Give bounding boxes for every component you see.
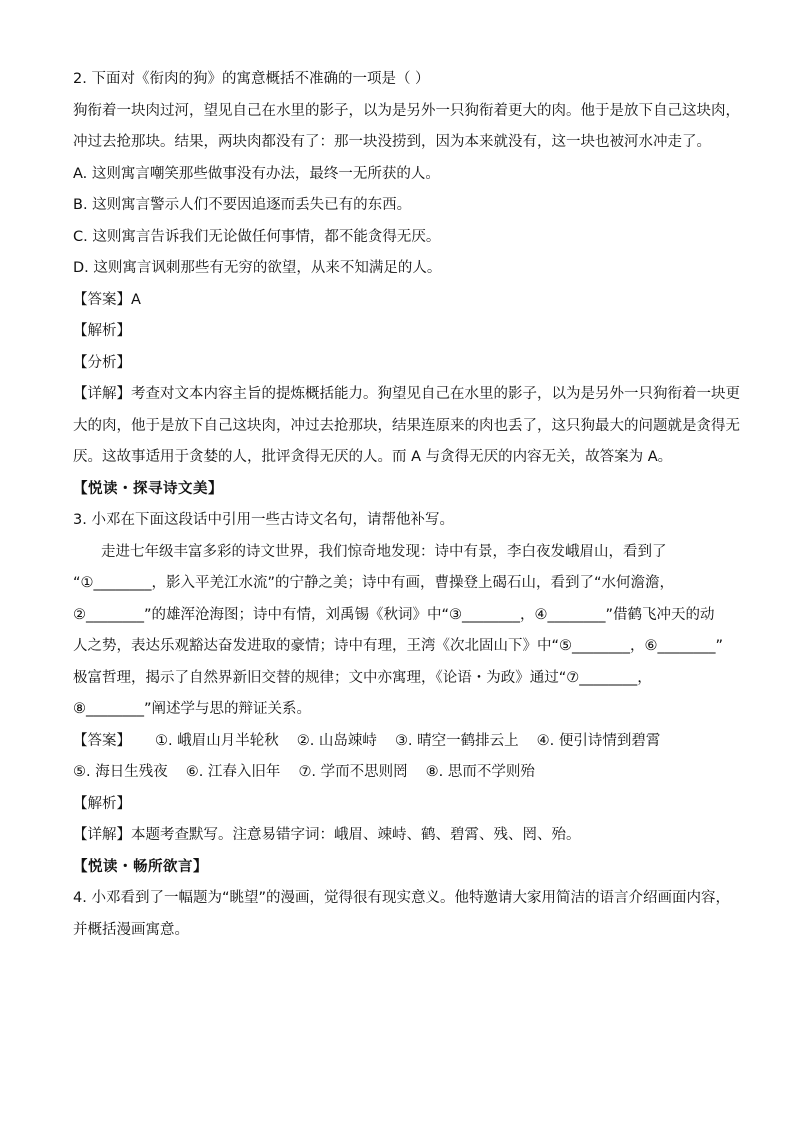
answer-item: ⑦. 学而不思则罔 — [298, 764, 408, 780]
answer-label: 【答案】A — [73, 291, 141, 308]
question-3-passage-line: “①________，影入平羌江水流”的宁静之美；诗中有画，曹操登上碣石山，看到了“水何澹澹， — [73, 575, 675, 591]
answers-row — [73, 726, 723, 758]
option-a: A. 这则寓言嘲笑那些做事没有办法，最终一无所获的人。 — [73, 165, 440, 182]
question-4-line: 4. 小邓看到了一幅题为“眺望”的漫画，觉得很有现实意义。他特邀请大家用简洁的语言介绍画面内容， — [73, 890, 730, 906]
question-3-passage-line: 人之势，表达乐观豁达奋发进取的豪情；诗中有理，王湾《次北固山下》中“⑤________，⑥________” — [73, 638, 724, 654]
detail-line: 【详解】本题考查默写。注意易错字词：峨眉、竦峙、鹤、碧霄、残、罔、殆。 — [73, 827, 581, 843]
section-heading: 【悦读・探寻诗文美】 — [73, 480, 223, 497]
answer-label: 【答案】 — [73, 732, 131, 749]
answer-item: ⑥. 江春入旧年 — [185, 764, 281, 780]
answer-item: ②. 山岛竦峙 — [296, 732, 377, 749]
section-heading: 【悦读・畅所欲言】 — [73, 858, 208, 875]
question-3-passage-line: ②________”的雄浑沧海图；诗中有情，刘禹锡《秋词》中“③________，④________”借鹤飞冲天的动 — [73, 606, 715, 623]
question-2-passage-line: 狗衔着一块肉过河，望见自己在水里的影子，以为是另外一只狗衔着更大的肉。他于是放下自己这块肉， — [73, 102, 740, 119]
answer-item: ⑤. 海日生残夜 — [73, 764, 168, 780]
option-c: C. 这则寓言告诉我们无论做任何事情，都不能贪得无厌。 — [73, 228, 441, 245]
question-3-passage-line: ⑧________”阐述学与思的辩证关系。 — [73, 701, 312, 717]
answer-item: ⑧. 思而不学则殆 — [425, 764, 535, 780]
question-4-line: 并概括漫画寓意。 — [73, 921, 189, 938]
analysis-label: 【解析】 — [73, 795, 131, 812]
detail-line: 大的肉，他于是放下自己这块肉，冲过去抢那块，结果连原来的肉也丢了，这只狗最大的问题就是贪得无 — [73, 417, 740, 434]
answer-item: ④. 便引诗情到碧霄 — [536, 732, 661, 749]
document-page — [73, 64, 740, 946]
option-d: D. 这则寓言讽刺那些有无穷的欲望，从来不知满足的人。 — [73, 260, 442, 276]
option-b: B. 这则寓言警示人们不要因追逐而丢失已有的东西。 — [73, 197, 412, 213]
answer-item: ③. 晴空一鹤排云上 — [394, 732, 519, 749]
question-3-passage-line: 极富哲理，揭示了自然界新旧交替的规律；文中亦寓理，《论语・为政》通过“⑦________， — [73, 669, 652, 686]
answers-row — [73, 757, 723, 789]
question-2-title: 2. 下面对《衔肉的狗》的寓意概括不准确的一项是（ ） — [73, 71, 430, 87]
detail-line: 厌。这故事适用于贪婪的人，批评贪得无厌的人。而 A 与贪得无厌的内容无关，故答案为 A。 — [73, 449, 673, 465]
detail-line: 【详解】考查对文本内容主旨的提炼概括能力。狗望见自己在水里的影子，以为是另外一只狗衔着一块更 — [73, 386, 740, 402]
question-3-passage-line: 走进七年级丰富多彩的诗文世界，我们惊奇地发现：诗中有景，李白夜发峨眉山，看到了 — [101, 543, 667, 560]
question-3-title: 3. 小邓在下面这段话中引用一些古诗文名句，请帮他补写。 — [73, 512, 454, 528]
answer-item: ①. 峨眉山月半轮秋 — [155, 732, 279, 749]
analysis-label: 【解析】 — [73, 323, 131, 339]
analysis-sub-label: 【分析】 — [73, 354, 131, 371]
question-2-passage-line: 冲过去抢那块。结果，两块肉都没有了：那一块没捞到，因为本来就没有，这一块也被河水冲走了。 — [73, 134, 711, 150]
